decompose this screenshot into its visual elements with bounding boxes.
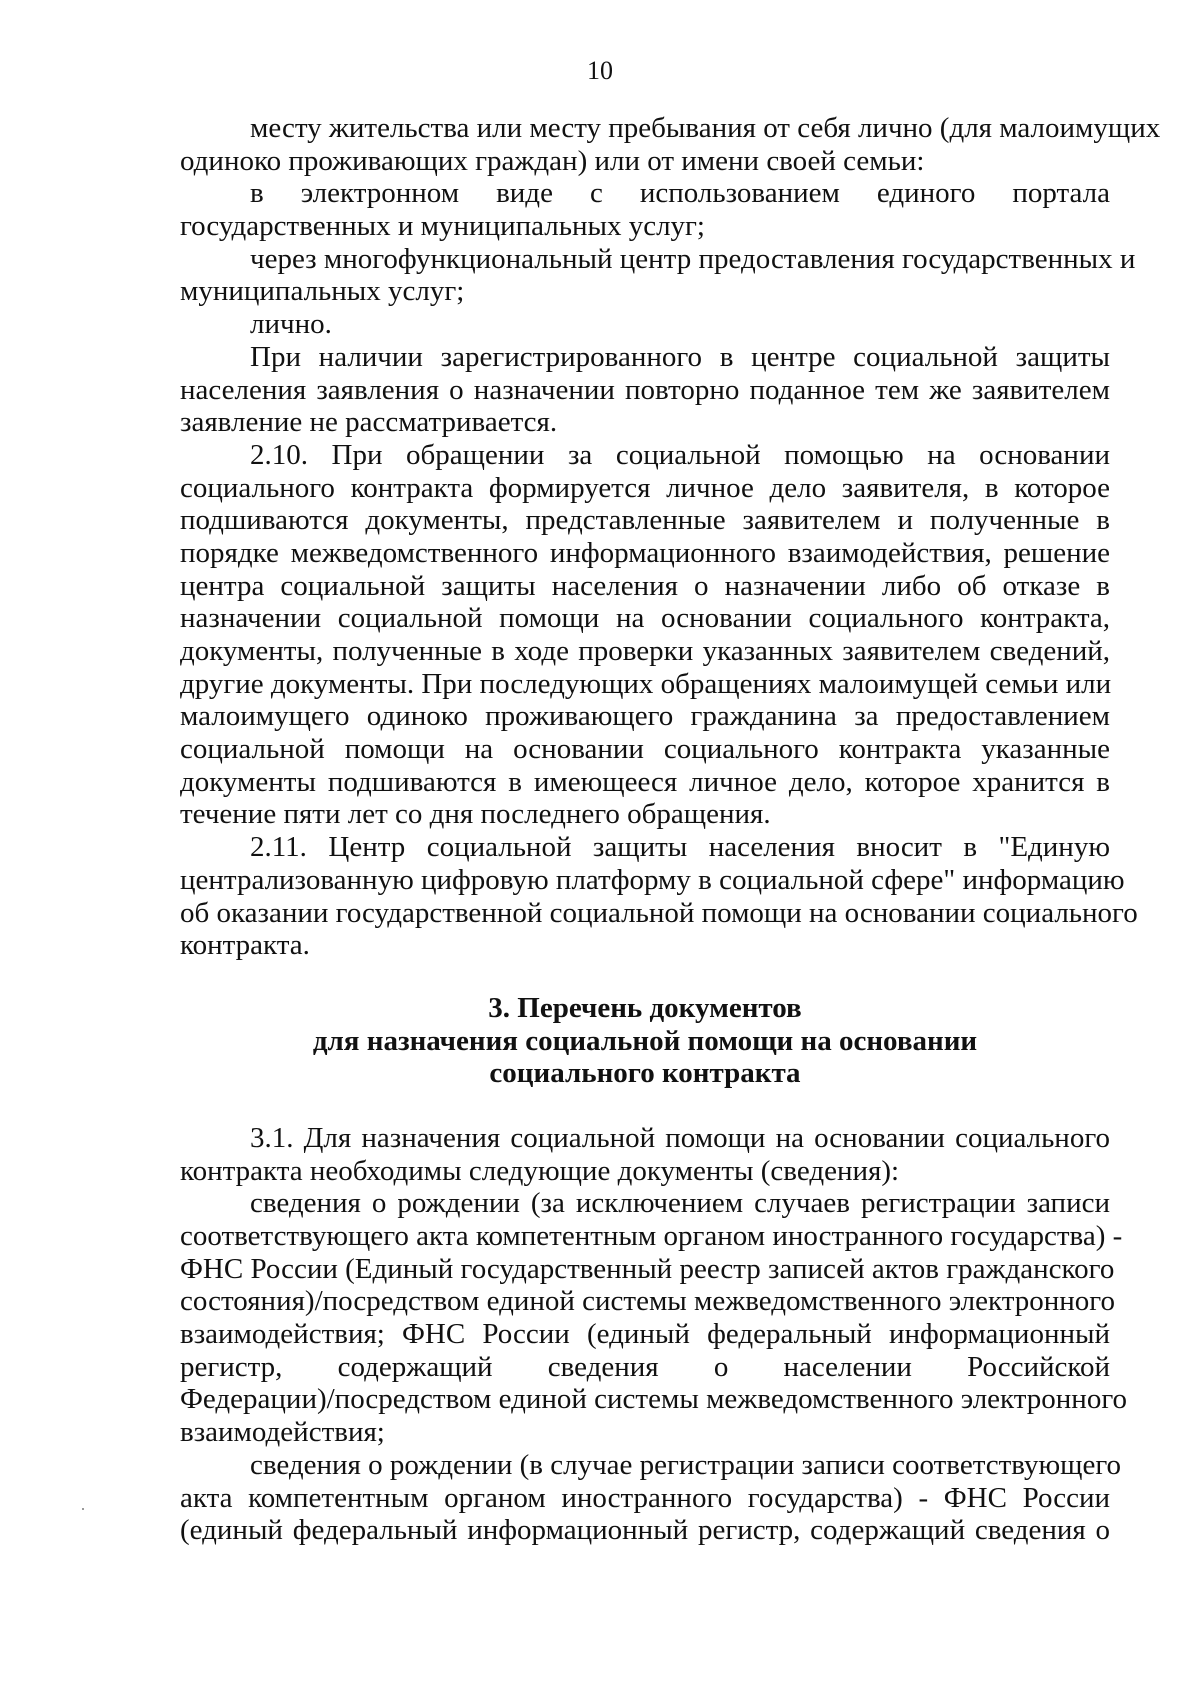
section-3-heading [180,992,1110,1090]
text-line: лично. [250,308,332,341]
page-number: 10 [587,56,613,85]
text-line: месту жительства или месту пребывания от себя лично (для малоимущих [250,112,1161,144]
text-line: подшиваются документы, представленные заявителем и полученные в [180,504,1110,537]
paragraph [180,112,1161,177]
paragraph [180,242,1136,308]
paragraph [180,831,1138,962]
text-line: центра социальной защиты населения о назначении либо об отказе в [180,569,1110,602]
paragraph [180,1187,1128,1449]
text-line: При наличии зарегистрированного в центре социальной защиты [250,340,1110,373]
text-line: 3.1. Для назначения социальной помощи на основании социального [250,1121,1110,1154]
paragraph [180,439,1110,831]
text-line: регистр, содержащий сведения о населении Российской [180,1350,1110,1383]
text-line: контракта необходимы следующие документы (сведения): [180,1154,900,1187]
text-line: Федерации)/посредством единой системы межведомственного электронного [180,1383,1128,1416]
paragraph [180,308,1110,341]
text-line: документы, полученные в ходе проверки указанных заявителем сведений, [180,635,1110,667]
text-line: заявление не рассматривается. [180,406,558,439]
text-line: социального контракта формируется личное дело заявителя, в которое [180,471,1110,504]
section-3-body [180,1121,1128,1547]
text-line: ФНС России (Единый государственный реестр записей актов гражданского [180,1252,1115,1285]
text-line: централизованную цифровую платформу в социальной сфере" информацию [180,863,1125,896]
text-line: об оказании государственной социальной помощи на основании социального [180,896,1138,929]
section-2-continuation [180,112,1161,962]
text-line: одиноко проживающих граждан) или от имени своей семьи: [180,144,925,177]
text-line: взаимодействия; [180,1416,385,1449]
text-line: населения заявления о назначении повторно поданное тем же заявителем [180,373,1110,406]
text-line: сведения о рождении (за исключением случаев регистрации записи [250,1187,1110,1220]
text-line: 2.11. Центр социальной защиты населения вносит в "Единую [250,831,1110,864]
text-line: контракта. [180,929,310,962]
text-line: документы подшиваются в имеющееся личное дело, которое хранится в [180,765,1110,798]
text-line: порядке межведомственного информационного взаимодействия, решение [180,536,1110,569]
text-line: течение пяти лет со дня последнего обращения. [180,798,771,831]
paragraph [180,341,1110,439]
text-line: (единый федеральный информационный регистр, содержащий сведения о [180,1514,1110,1547]
text-line: государственных и муниципальных услуг; [180,210,705,243]
text-line: 2.10. При обращении за социальной помощью на основании [250,438,1110,471]
scan-speck [82,1508,84,1510]
text-line: через многофункциональный центр предоставления государственных и [250,242,1136,275]
document-body [180,112,1161,1547]
text-line: в электронном виде с использованием единого портала [250,177,1110,210]
text-line: социальной помощи на основании социального контракта указанные [180,733,1110,766]
text-line: другие документы. При последующих обращениях малоимущей семьи или [180,667,1112,700]
text-line: взаимодействия; ФНС России (единый федеральный информационный [180,1318,1110,1351]
text-line: состояния)/посредством единой системы межведомственного электронного [180,1285,1115,1318]
paragraph [180,1448,1122,1547]
heading-line: социального контракта [489,1057,801,1090]
heading-line: для назначения социальной помощи на основании [312,1024,978,1057]
text-line: акта компетентным органом иностранного государства) - ФНС России [180,1481,1110,1514]
paragraph [180,177,1110,242]
paragraph [180,1122,1110,1187]
text-line: муниципальных услуг; [180,275,465,308]
text-line: малоимущего одиноко проживающего гражданина за предоставлением [180,700,1110,733]
text-line: соответствующего акта компетентным органом иностранного государства) - [180,1220,1123,1252]
text-line: назначении социальной помощи на основании социального контракта, [180,602,1110,635]
text-line: сведения о рождении (в случае регистрации записи соответствующего [250,1448,1122,1481]
heading-line: 3. Перечень документов [488,991,802,1024]
